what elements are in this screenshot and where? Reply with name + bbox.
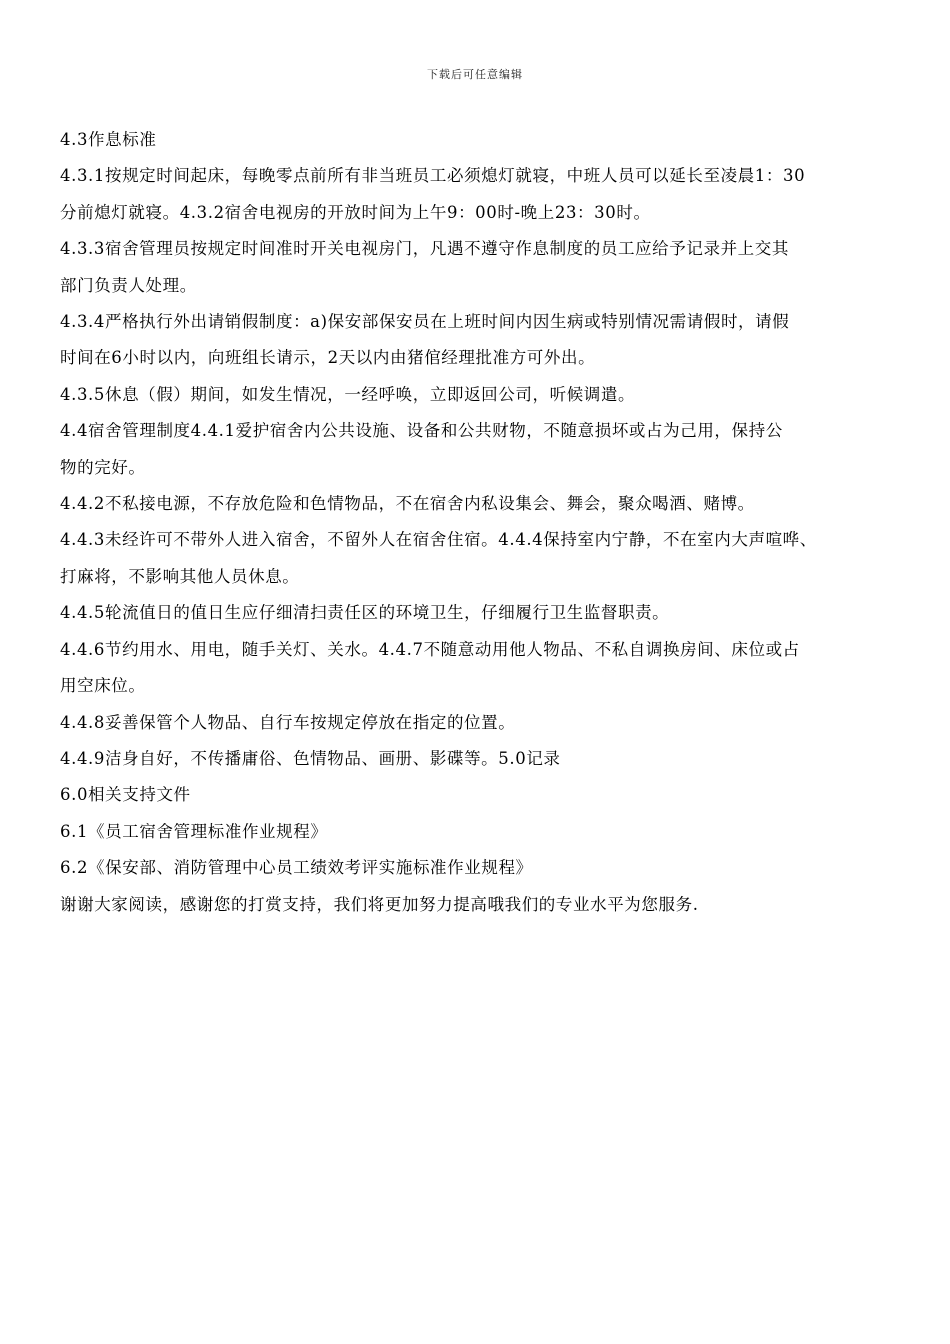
- text-line-4-3-3-cont: 部门负责人处理。: [60, 275, 197, 295]
- text-line-4-4-2: 4.4.2不私接电源，不存放危险和色情物品，不在宿舍内私设集会、舞会，聚众喝酒、赌博。: [60, 494, 755, 514]
- text-line-4-3-4: 4.3.4严格执行外出请销假制度：a)保安部保安员在上班时间内因生病或特别情况需请假时，请假: [60, 312, 790, 332]
- text-line-4-4-cont: 物的完好。: [60, 457, 146, 477]
- text-line-4-4: 4.4宿舍管理制度4.4.1爱护宿舍内公共设施、设备和公共财物，不随意损坏或占为己用，保持公: [60, 421, 783, 441]
- text-line-4-3-1: 4.3.1按规定时间起床，每晚零点前所有非当班员工必须熄灯就寝，中班人员可以延长至凌晨1：30: [60, 166, 806, 186]
- text-line-4-4-6: 4.4.6节约用水、用电，随手关灯、关水。4.4.7不随意动用他人物品、不私自调换房间、床位或占: [60, 639, 800, 659]
- page-header: 下载后可任意编辑: [427, 68, 523, 81]
- text-line-6-0: 6.0相关支持文件: [60, 785, 191, 805]
- text-line-4-3-title: 4.3作息标准: [60, 130, 157, 149]
- text-line-4-3-4-cont: 时间在6小时以内，向班组长请示，2天以内由猪倌经理批准方可外出。: [60, 348, 596, 368]
- text-line-4-4-4-cont: 打麻将，不影响其他人员休息。: [60, 566, 300, 586]
- text-line-6-1: 6.1《员工宿舍管理标准作业规程》: [60, 821, 328, 841]
- text-line-4-4-8: 4.4.8妥善保管个人物品、自行车按规定停放在指定的位置。: [60, 712, 516, 732]
- text-line-4-4-9: 4.4.9洁身自好，不传播庸俗、色情物品、画册、影碟等。5.0记录: [60, 748, 561, 768]
- text-line-6-2: 6.2《保安部、消防管理中心员工绩效考评实施标准作业规程》: [60, 858, 533, 878]
- text-line-4-4-5: 4.4.5轮流值日的值日生应仔细清扫责任区的环境卫生，仔细履行卫生监督职责。: [60, 603, 670, 623]
- text-line-4-3-3: 4.3.3宿舍管理员按规定时间准时开关电视房门，凡遇不遵守作息制度的员工应给予记录并上交其: [60, 239, 789, 259]
- text-line-4-4-7-cont: 用空床位。: [60, 676, 146, 696]
- text-line-4-4-3: 4.4.3未经许可不带外人进入宿舍，不留外人在宿舍住宿。4.4.4保持室内宁静，不在室内大声喧哗、: [60, 530, 817, 550]
- text-line-4-3-1-cont: 分前熄灯就寝。4.3.2宿舍电视房的开放时间为上午9：00时-晚上23：30时。: [60, 202, 651, 222]
- text-line-closing: 谢谢大家阅读，感谢您的打赏支持，我们将更加努力提高哦我们的专业水平为您服务.: [60, 894, 699, 914]
- text-line-4-3-5: 4.3.5休息（假）期间，如发生情况，一经呼唤，立即返回公司，听候调遣。: [60, 384, 636, 404]
- document-body: [60, 122, 910, 923]
